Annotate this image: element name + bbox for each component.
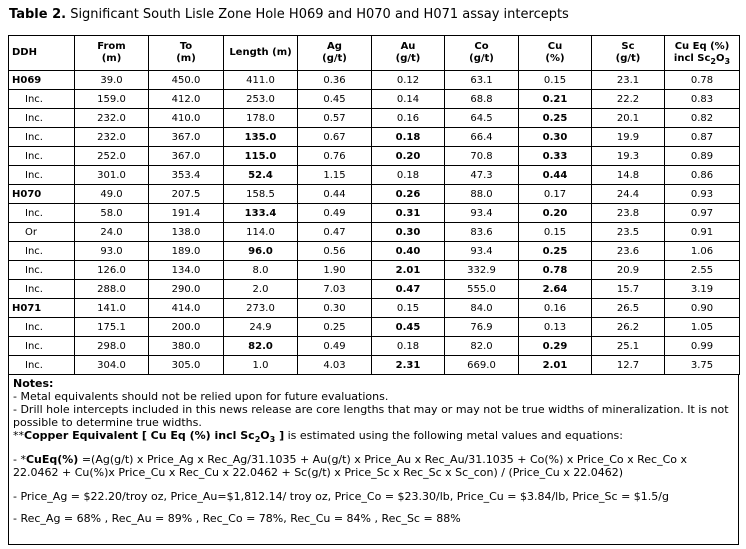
table-row xyxy=(9,128,740,147)
cell-cu: 0.15 xyxy=(519,71,592,90)
note-formula: - *CuEq(%) =(Ag(g/t) x Price_Ag x Rec_Ag/31.1035 + Au(g/t) x Price_Au x Rec_Au/31.1035 + Co(%) x Price_Co x Rec_Co x 22.0462 + Cu(%)x Price_Cu x Rec_Cu x 22.0462 + Sc(g/t) x Price_Sc x Rec_Sc x Sc_con) / (Price_Cu x 22.0462) xyxy=(13,453,688,479)
note-prices: - Price_Ag = $22.20/troy oz, Price_Au=$1,812.14/ troy oz, Price_Co = $23.30/lb, Price_Cu = $3.84/lb, Price_Sc = $1.5/g xyxy=(13,490,669,503)
cell-ddh: Inc. xyxy=(9,166,75,185)
assay-table xyxy=(8,35,740,375)
cell-ag: 0.47 xyxy=(298,223,372,242)
cell-ddh: Inc. xyxy=(9,147,75,166)
cell-length: 82.0 xyxy=(224,337,298,356)
cell-ddh: Inc. xyxy=(9,204,75,223)
cell-co: 76.9 xyxy=(445,318,519,337)
cell-cueq: 0.89 xyxy=(665,147,740,166)
header-row xyxy=(9,36,740,71)
cell-length: 114.0 xyxy=(224,223,298,242)
cell-to: 200.0 xyxy=(149,318,224,337)
col-header-co: Co (g/t) xyxy=(445,36,519,71)
table-row xyxy=(9,242,740,261)
cell-sc: 24.4 xyxy=(592,185,665,204)
cell-from: 288.0 xyxy=(75,280,149,299)
cell-au: 0.47 xyxy=(372,280,445,299)
cell-from: 232.0 xyxy=(75,109,149,128)
cell-au: 0.12 xyxy=(372,71,445,90)
cell-cueq: 0.78 xyxy=(665,71,740,90)
cell-to: 134.0 xyxy=(149,261,224,280)
cell-ag: 7.03 xyxy=(298,280,372,299)
cell-length: 411.0 xyxy=(224,71,298,90)
cell-ag: 0.25 xyxy=(298,318,372,337)
cell-from: 93.0 xyxy=(75,242,149,261)
table-row xyxy=(9,318,740,337)
cell-length: 8.0 xyxy=(224,261,298,280)
cell-cu: 0.15 xyxy=(519,223,592,242)
cell-cu: 0.16 xyxy=(519,299,592,318)
assay-table-body xyxy=(9,71,740,375)
cell-cueq: 0.97 xyxy=(665,204,740,223)
cell-au: 0.45 xyxy=(372,318,445,337)
cell-cueq: 3.19 xyxy=(665,280,740,299)
cell-cueq: 0.99 xyxy=(665,337,740,356)
cell-au: 0.30 xyxy=(372,223,445,242)
cell-length: 273.0 xyxy=(224,299,298,318)
note-metal-equivalents: - Metal equivalents should not be relied upon for future evaluations. xyxy=(13,390,389,403)
cell-sc: 19.3 xyxy=(592,147,665,166)
cell-ddh: Inc. xyxy=(9,128,75,147)
table-row xyxy=(9,299,740,318)
cell-cueq: 0.91 xyxy=(665,223,740,242)
cell-ddh: H070 xyxy=(9,185,75,204)
cell-co: 332.9 xyxy=(445,261,519,280)
cell-cueq: 2.55 xyxy=(665,261,740,280)
cell-cu: 0.33 xyxy=(519,147,592,166)
cell-ddh: Inc. xyxy=(9,261,75,280)
cell-sc: 14.8 xyxy=(592,166,665,185)
cell-cu: 0.25 xyxy=(519,242,592,261)
cell-length: 2.0 xyxy=(224,280,298,299)
cell-au: 0.18 xyxy=(372,166,445,185)
cell-ddh: Inc. xyxy=(9,356,75,375)
cell-sc: 23.8 xyxy=(592,204,665,223)
table-row xyxy=(9,280,740,299)
cell-ag: 0.57 xyxy=(298,109,372,128)
cell-sc: 12.7 xyxy=(592,356,665,375)
cell-ddh: H069 xyxy=(9,71,75,90)
cell-ddh: Inc. xyxy=(9,318,75,337)
cell-sc: 23.6 xyxy=(592,242,665,261)
col-header-ddh: DDH xyxy=(9,36,75,71)
table-row xyxy=(9,166,740,185)
cell-sc: 22.2 xyxy=(592,90,665,109)
cell-ag: 0.67 xyxy=(298,128,372,147)
cell-ag: 0.49 xyxy=(298,337,372,356)
note-recoveries: - Rec_Ag = 68% , Rec_Au = 89% , Rec_Co = 78%, Rec_Cu = 84% , Rec_Sc = 88% xyxy=(13,512,461,525)
cell-sc: 23.5 xyxy=(592,223,665,242)
col-header-cueq: Cu Eq (%) incl $Sc_2O_3$ xyxy=(665,36,740,71)
cell-to: 412.0 xyxy=(149,90,224,109)
cell-cu: 0.17 xyxy=(519,185,592,204)
cell-length: 253.0 xyxy=(224,90,298,109)
cell-from: 232.0 xyxy=(75,128,149,147)
cell-co: 70.8 xyxy=(445,147,519,166)
table-row xyxy=(9,204,740,223)
cell-to: 207.5 xyxy=(149,185,224,204)
col-header-from: From (m) xyxy=(75,36,149,71)
cell-cueq: 0.86 xyxy=(665,166,740,185)
cell-cu: 0.21 xyxy=(519,90,592,109)
cell-from: 252.0 xyxy=(75,147,149,166)
col-header-sc: Sc (g/t) xyxy=(592,36,665,71)
cell-co: 93.4 xyxy=(445,204,519,223)
cell-au: 2.31 xyxy=(372,356,445,375)
cell-to: 290.0 xyxy=(149,280,224,299)
table-row xyxy=(9,337,740,356)
cell-length: 135.0 xyxy=(224,128,298,147)
cell-co: 63.1 xyxy=(445,71,519,90)
cell-from: 141.0 xyxy=(75,299,149,318)
cell-to: 189.0 xyxy=(149,242,224,261)
cell-au: 0.18 xyxy=(372,128,445,147)
cell-from: 175.1 xyxy=(75,318,149,337)
notes-heading: Notes: xyxy=(13,377,54,390)
cell-from: 304.0 xyxy=(75,356,149,375)
cell-sc: 26.2 xyxy=(592,318,665,337)
cell-ag: 0.36 xyxy=(298,71,372,90)
table-title-text: Significant South Lisle Zone Hole H069 and H070 and H071 assay intercepts xyxy=(66,7,569,22)
cell-ag: 0.76 xyxy=(298,147,372,166)
cell-ag: 1.15 xyxy=(298,166,372,185)
cell-co: 66.4 xyxy=(445,128,519,147)
table-row xyxy=(9,261,740,280)
cell-to: 450.0 xyxy=(149,71,224,90)
cell-cueq: 0.87 xyxy=(665,128,740,147)
cell-length: 96.0 xyxy=(224,242,298,261)
cell-cu: 0.78 xyxy=(519,261,592,280)
cell-ag: 0.45 xyxy=(298,90,372,109)
note-copper-equivalent: **Copper Equivalent [ Cu Eq (%) incl $Sc_2O_3$ ] is estimated using the following metal values and equations: xyxy=(13,429,623,445)
table-row xyxy=(9,90,740,109)
table-row xyxy=(9,71,740,90)
cell-cu: 2.01 xyxy=(519,356,592,375)
table-title-prefix: Table 2. xyxy=(9,7,67,22)
cell-length: 178.0 xyxy=(224,109,298,128)
cell-ddh: Inc. xyxy=(9,337,75,356)
cell-cueq: 3.75 xyxy=(665,356,740,375)
cell-ag: 0.49 xyxy=(298,204,372,223)
table-row xyxy=(9,185,740,204)
cell-from: 49.0 xyxy=(75,185,149,204)
cell-co: 88.0 xyxy=(445,185,519,204)
cell-sc: 26.5 xyxy=(592,299,665,318)
cell-au: 0.15 xyxy=(372,299,445,318)
col-header-ag: Ag (g/t) xyxy=(298,36,372,71)
cell-ddh: Or xyxy=(9,223,75,242)
cell-from: 24.0 xyxy=(75,223,149,242)
col-header-to: To (m) xyxy=(149,36,224,71)
cell-ag: 0.44 xyxy=(298,185,372,204)
cell-cueq: 0.93 xyxy=(665,185,740,204)
cell-from: 126.0 xyxy=(75,261,149,280)
table-row xyxy=(9,109,740,128)
cell-cu: 0.29 xyxy=(519,337,592,356)
cell-au: 0.18 xyxy=(372,337,445,356)
cell-ag: 1.90 xyxy=(298,261,372,280)
cell-length: 115.0 xyxy=(224,147,298,166)
cell-au: 0.31 xyxy=(372,204,445,223)
cell-sc: 23.1 xyxy=(592,71,665,90)
cell-to: 138.0 xyxy=(149,223,224,242)
col-header-length: Length (m) xyxy=(224,36,298,71)
table-row xyxy=(9,223,740,242)
cell-au: 0.14 xyxy=(372,90,445,109)
cell-to: 367.0 xyxy=(149,147,224,166)
cell-cu: 0.13 xyxy=(519,318,592,337)
table-title xyxy=(9,7,569,22)
cell-cueq: 0.82 xyxy=(665,109,740,128)
cell-from: 301.0 xyxy=(75,166,149,185)
cell-to: 353.4 xyxy=(149,166,224,185)
table-row xyxy=(9,356,740,375)
note-drill-intercepts: - Drill hole intercepts included in this news release are core lengths that may or may not be true widths of mineralization. It is not possible to determine true widths. xyxy=(13,403,729,429)
cell-cu: 0.30 xyxy=(519,128,592,147)
cell-ddh: H071 xyxy=(9,299,75,318)
col-header-cu: Cu (%) xyxy=(519,36,592,71)
notes-box xyxy=(8,374,739,545)
cell-length: 24.9 xyxy=(224,318,298,337)
cell-co: 83.6 xyxy=(445,223,519,242)
cell-au: 2.01 xyxy=(372,261,445,280)
cell-cu: 0.25 xyxy=(519,109,592,128)
cell-cu: 0.20 xyxy=(519,204,592,223)
cell-cu: 0.44 xyxy=(519,166,592,185)
cell-length: 158.5 xyxy=(224,185,298,204)
cell-co: 82.0 xyxy=(445,337,519,356)
cell-co: 93.4 xyxy=(445,242,519,261)
cell-from: 159.0 xyxy=(75,90,149,109)
cell-to: 380.0 xyxy=(149,337,224,356)
cell-cueq: 1.06 xyxy=(665,242,740,261)
cell-ag: 4.03 xyxy=(298,356,372,375)
cell-ddh: Inc. xyxy=(9,90,75,109)
cell-ddh: Inc. xyxy=(9,109,75,128)
cell-sc: 15.7 xyxy=(592,280,665,299)
cell-sc: 20.9 xyxy=(592,261,665,280)
cell-co: 47.3 xyxy=(445,166,519,185)
cell-from: 39.0 xyxy=(75,71,149,90)
cell-co: 64.5 xyxy=(445,109,519,128)
cell-ddh: Inc. xyxy=(9,242,75,261)
cell-co: 555.0 xyxy=(445,280,519,299)
cell-length: 133.4 xyxy=(224,204,298,223)
table-row xyxy=(9,147,740,166)
cell-from: 58.0 xyxy=(75,204,149,223)
cell-ag: 0.30 xyxy=(298,299,372,318)
cell-sc: 20.1 xyxy=(592,109,665,128)
cell-sc: 19.9 xyxy=(592,128,665,147)
cell-co: 84.0 xyxy=(445,299,519,318)
cell-cueq: 1.05 xyxy=(665,318,740,337)
cell-to: 414.0 xyxy=(149,299,224,318)
cell-ddh: Inc. xyxy=(9,280,75,299)
col-header-au: Au (g/t) xyxy=(372,36,445,71)
cell-length: 52.4 xyxy=(224,166,298,185)
cell-cueq: 0.83 xyxy=(665,90,740,109)
cell-length: 1.0 xyxy=(224,356,298,375)
cell-au: 0.20 xyxy=(372,147,445,166)
cell-ag: 0.56 xyxy=(298,242,372,261)
cell-to: 410.0 xyxy=(149,109,224,128)
cell-au: 0.16 xyxy=(372,109,445,128)
cell-cu: 2.64 xyxy=(519,280,592,299)
cell-au: 0.40 xyxy=(372,242,445,261)
cell-from: 298.0 xyxy=(75,337,149,356)
cell-to: 367.0 xyxy=(149,128,224,147)
cell-to: 191.4 xyxy=(149,204,224,223)
cell-to: 305.0 xyxy=(149,356,224,375)
cell-cueq: 0.90 xyxy=(665,299,740,318)
cell-co: 68.8 xyxy=(445,90,519,109)
cell-sc: 25.1 xyxy=(592,337,665,356)
cell-co: 669.0 xyxy=(445,356,519,375)
cell-au: 0.26 xyxy=(372,185,445,204)
